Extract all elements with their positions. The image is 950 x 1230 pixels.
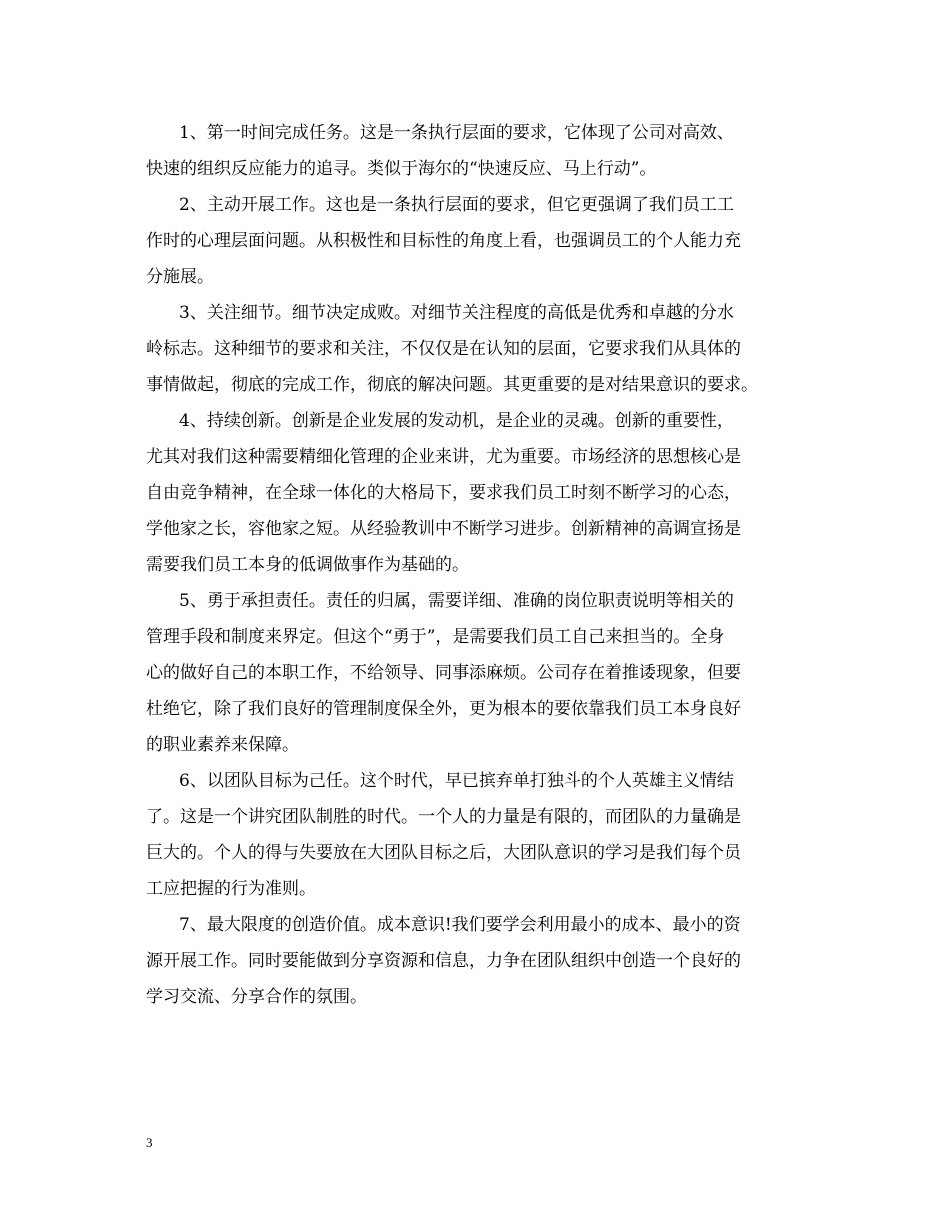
paragraph-line: 4、持续创新。创新是企业发展的发动机，是企业的灵魂。创新的重要性， [179, 411, 734, 431]
paragraph-line: 2、主动开展工作。这也是一条执行层面的要求，但它更强调了我们员工工 [179, 195, 734, 215]
paragraph-line: 杜绝它，除了我们良好的管理制度保全外，更为根本的要依靠我们员工本身良好 [146, 699, 741, 719]
paragraph-line: 了。这是一个讲究团队制胜的时代。一个人的力量是有限的，而团队的力量确是 [146, 807, 741, 827]
paragraph-line: 源开展工作。同时要能做到分享资源和信息，力争在团队组织中创造一个良好的 [146, 951, 741, 971]
paragraph-line: 作时的心理层面问题。从积极性和目标性的角度上看，也强调员工的个人能力充 [146, 231, 741, 251]
paragraph-line: 岭标志。这种细节的要求和关注，不仅仅是在认知的层面，它要求我们从具体的 [146, 339, 741, 359]
paragraph-line: 5、勇于承担责任。责任的归属，需要详细、准确的岗位职责说明等相关的 [179, 591, 734, 611]
paragraph-line: 心的做好自己的本职工作，不给领导、同事添麻烦。公司存在着推诿现象，但要 [146, 663, 741, 683]
paragraph-line: 3、关注细节。细节决定成败。对细节关注程度的高低是优秀和卓越的分水 [179, 303, 734, 323]
paragraph-line: 分施展。 [146, 267, 214, 287]
paragraph-line: 管理手段和制度来界定。但这个“勇于”，是需要我们员工自己来担当的。全身 [146, 627, 725, 647]
paragraph-line: 事情做起，彻底的完成工作，彻底的解决问题。其更重要的是对结果意识的要求。 [146, 375, 758, 395]
paragraph-line: 工应把握的行为准则。 [146, 879, 316, 899]
paragraph-line: 尤其对我们这种需要精细化管理的企业来讲，尤为重要。市场经济的思想核心是 [146, 447, 741, 467]
paragraph-line: 巨大的。个人的得与失要放在大团队目标之后，大团队意识的学习是我们每个员 [146, 843, 741, 863]
paragraph-line: 快速的组织反应能力的追寻。类似于海尔的“快速反应、马上行动”。 [146, 159, 657, 179]
paragraph-line: 的职业素养来保障。 [146, 735, 299, 755]
paragraph-line: 自由竞争精神，在全球一体化的大格局下，要求我们员工时刻不断学习的心态， [146, 483, 741, 503]
paragraph-line: 7、最大限度的创造价值。成本意识!我们要学会利用最小的成本、最小的资 [179, 915, 741, 935]
paragraph-line: 6、以团队目标为己任。这个时代，早已摈弃单打独斗的个人英雄主义情结 [179, 771, 734, 791]
paragraph-line: 需要我们员工本身的低调做事作为基础的。 [146, 555, 469, 575]
page-number: 3 [146, 1135, 153, 1150]
paragraph-line: 1、第一时间完成任务。这是一条执行层面的要求，它体现了公司对高效、 [179, 123, 734, 143]
paragraph-line: 学他家之长，容他家之短。从经验教训中不断学习进步。创新精神的高调宣扬是 [146, 519, 741, 539]
paragraph-line: 学习交流、分享合作的氛围。 [146, 987, 367, 1007]
